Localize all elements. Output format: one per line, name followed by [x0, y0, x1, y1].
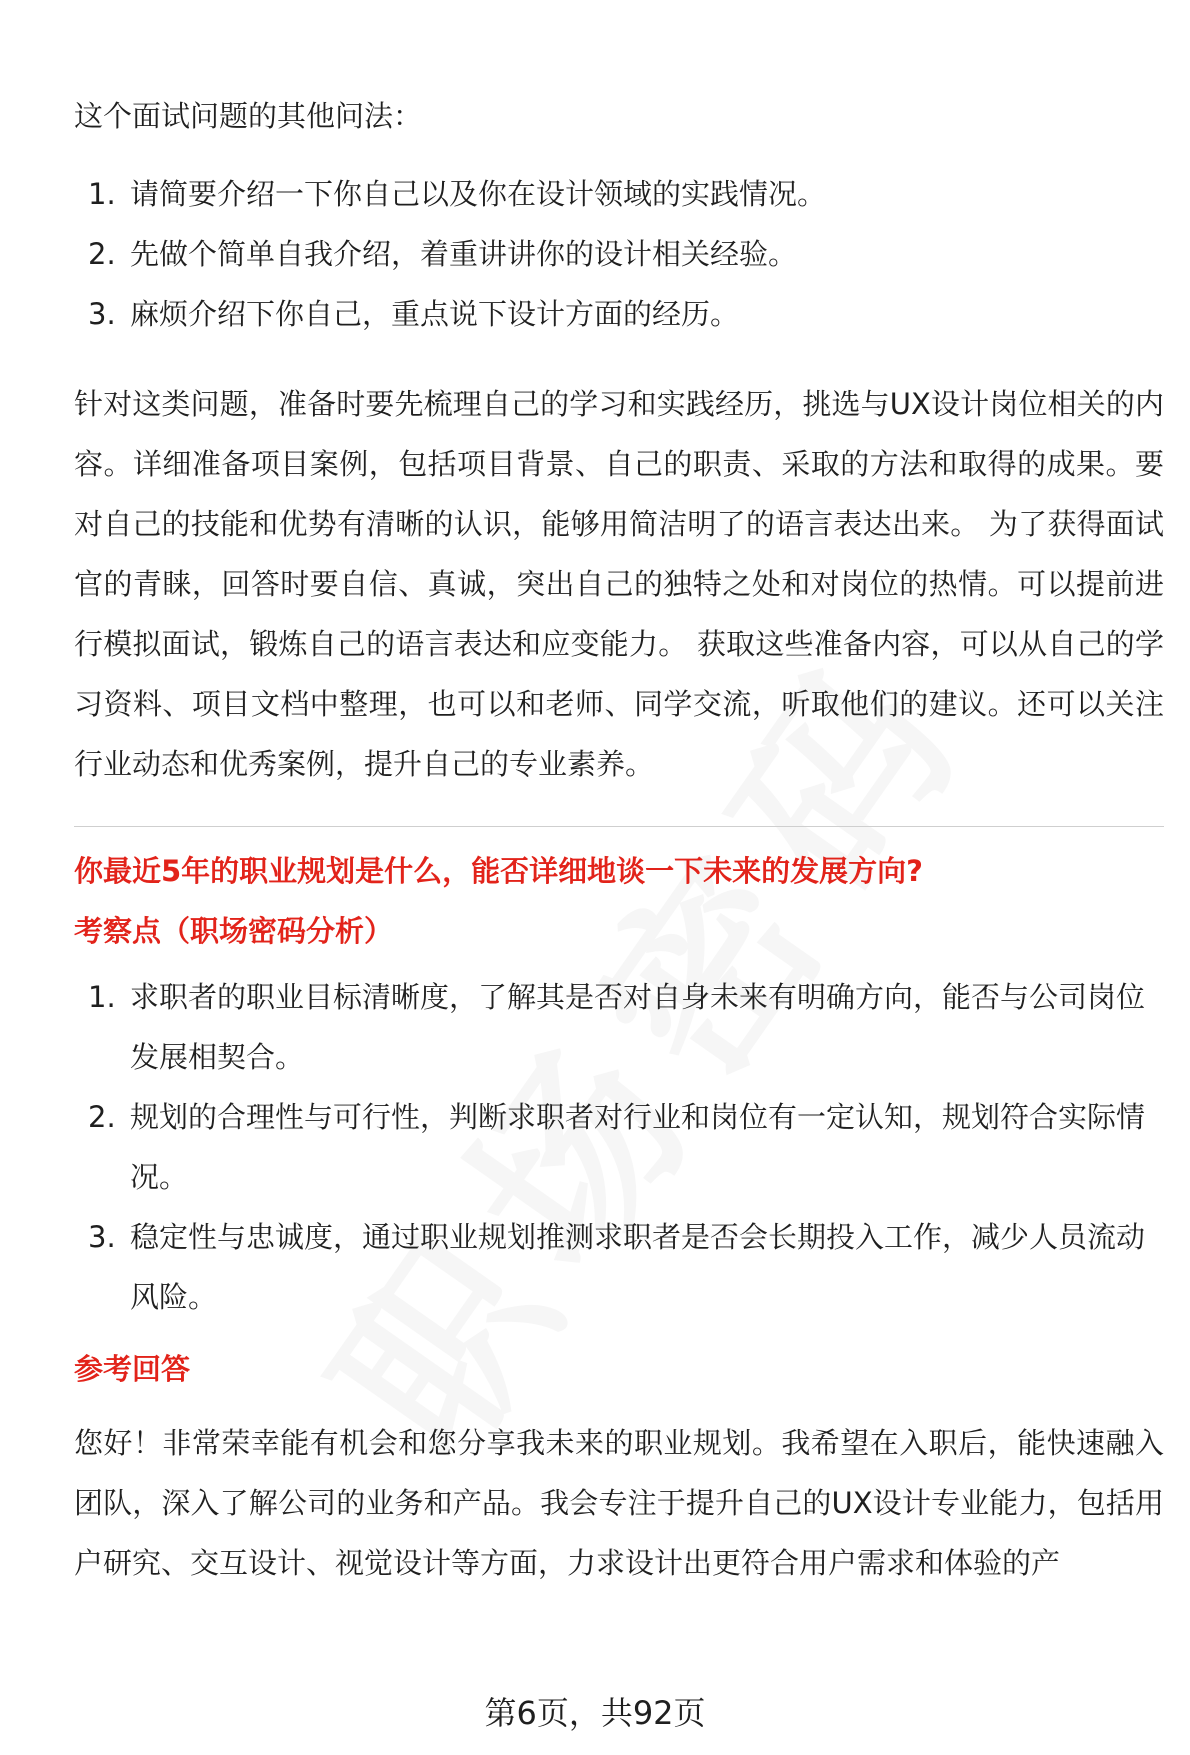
reference-heading: 参考回答 [74, 1352, 191, 1386]
list-item [74, 1087, 1164, 1207]
list-text: 先做个简单自我介绍，着重讲讲你的设计相关经验。 [130, 237, 798, 271]
list-item [74, 284, 1164, 344]
list-text: 请简要介绍一下你自己以及你在设计领域的实践情况。 [130, 177, 827, 211]
points-list [74, 967, 1164, 1327]
list-number: 1. [88, 980, 116, 1014]
list-item [74, 224, 1164, 284]
list-item [74, 967, 1164, 1087]
list-number: 2. [88, 1100, 116, 1134]
list-item [74, 1207, 1164, 1327]
list-text: 麻烦介绍下你自己，重点说下设计方面的经历。 [130, 297, 740, 331]
list-text: 规划的合理性与可行性，判断求职者对行业和岗位有一定认知，规划符合实际情况。 [130, 1100, 1146, 1194]
page-content [74, 86, 1164, 1593]
variants-intro: 这个面试问题的其他问法： [74, 99, 423, 133]
list-item [74, 164, 1164, 224]
advice-paragraph: 针对这类问题，准备时要先梳理自己的学习和实践经历，挑选与UX设计岗位相关的内容。详细准备项目案例，包括项目背景、自己的职责、采取的方法和取得的成果。要对自己的技能和优势有清晰的认识，能够用简洁明了的语言表达出来。 为了获得面试官的青睐，回答时要自信、真诚，突出自己的独特之处和对岗位的热情。可以提前进行模拟面试，锻炼自己的语言表达和应变能力。 获取这些准备内容，可以从自己的学习资料、项目文档中整理，也可以和老师、同学交流，听取他们的建议。还可以关注行业动态和优秀案例，提升自己的专业素养。 [74, 387, 1164, 781]
page-number: 第6页，共92页 [484, 1694, 706, 1732]
list-text: 稳定性与忠诚度，通过职业规划推测求职者是否会长期投入工作，减少人员流动风险。 [130, 1220, 1146, 1314]
points-heading: 考察点（职场密码分析） [74, 914, 394, 948]
answer-paragraph: 您好！非常荣幸能有机会和您分享我未来的职业规划。我希望在入职后，能快速融入团队，深入了解公司的业务和产品。我会专注于提升自己的UX设计专业能力，包括用户研究、交互设计、视觉设计等方面，力求设计出更符合用户需求和体验的产 [74, 1426, 1164, 1580]
question-heading: 你最近5年的职业规划是什么，能否详细地谈一下未来的发展方向? [74, 854, 924, 888]
variants-list [74, 164, 1164, 344]
list-text: 求职者的职业目标清晰度，了解其是否对自身未来有明确方向，能否与公司岗位发展相契合。 [130, 980, 1146, 1074]
list-number: 3. [88, 1220, 116, 1254]
section-divider [74, 826, 1164, 827]
list-number: 3. [88, 297, 116, 331]
list-number: 1. [88, 177, 116, 211]
list-number: 2. [88, 237, 116, 271]
